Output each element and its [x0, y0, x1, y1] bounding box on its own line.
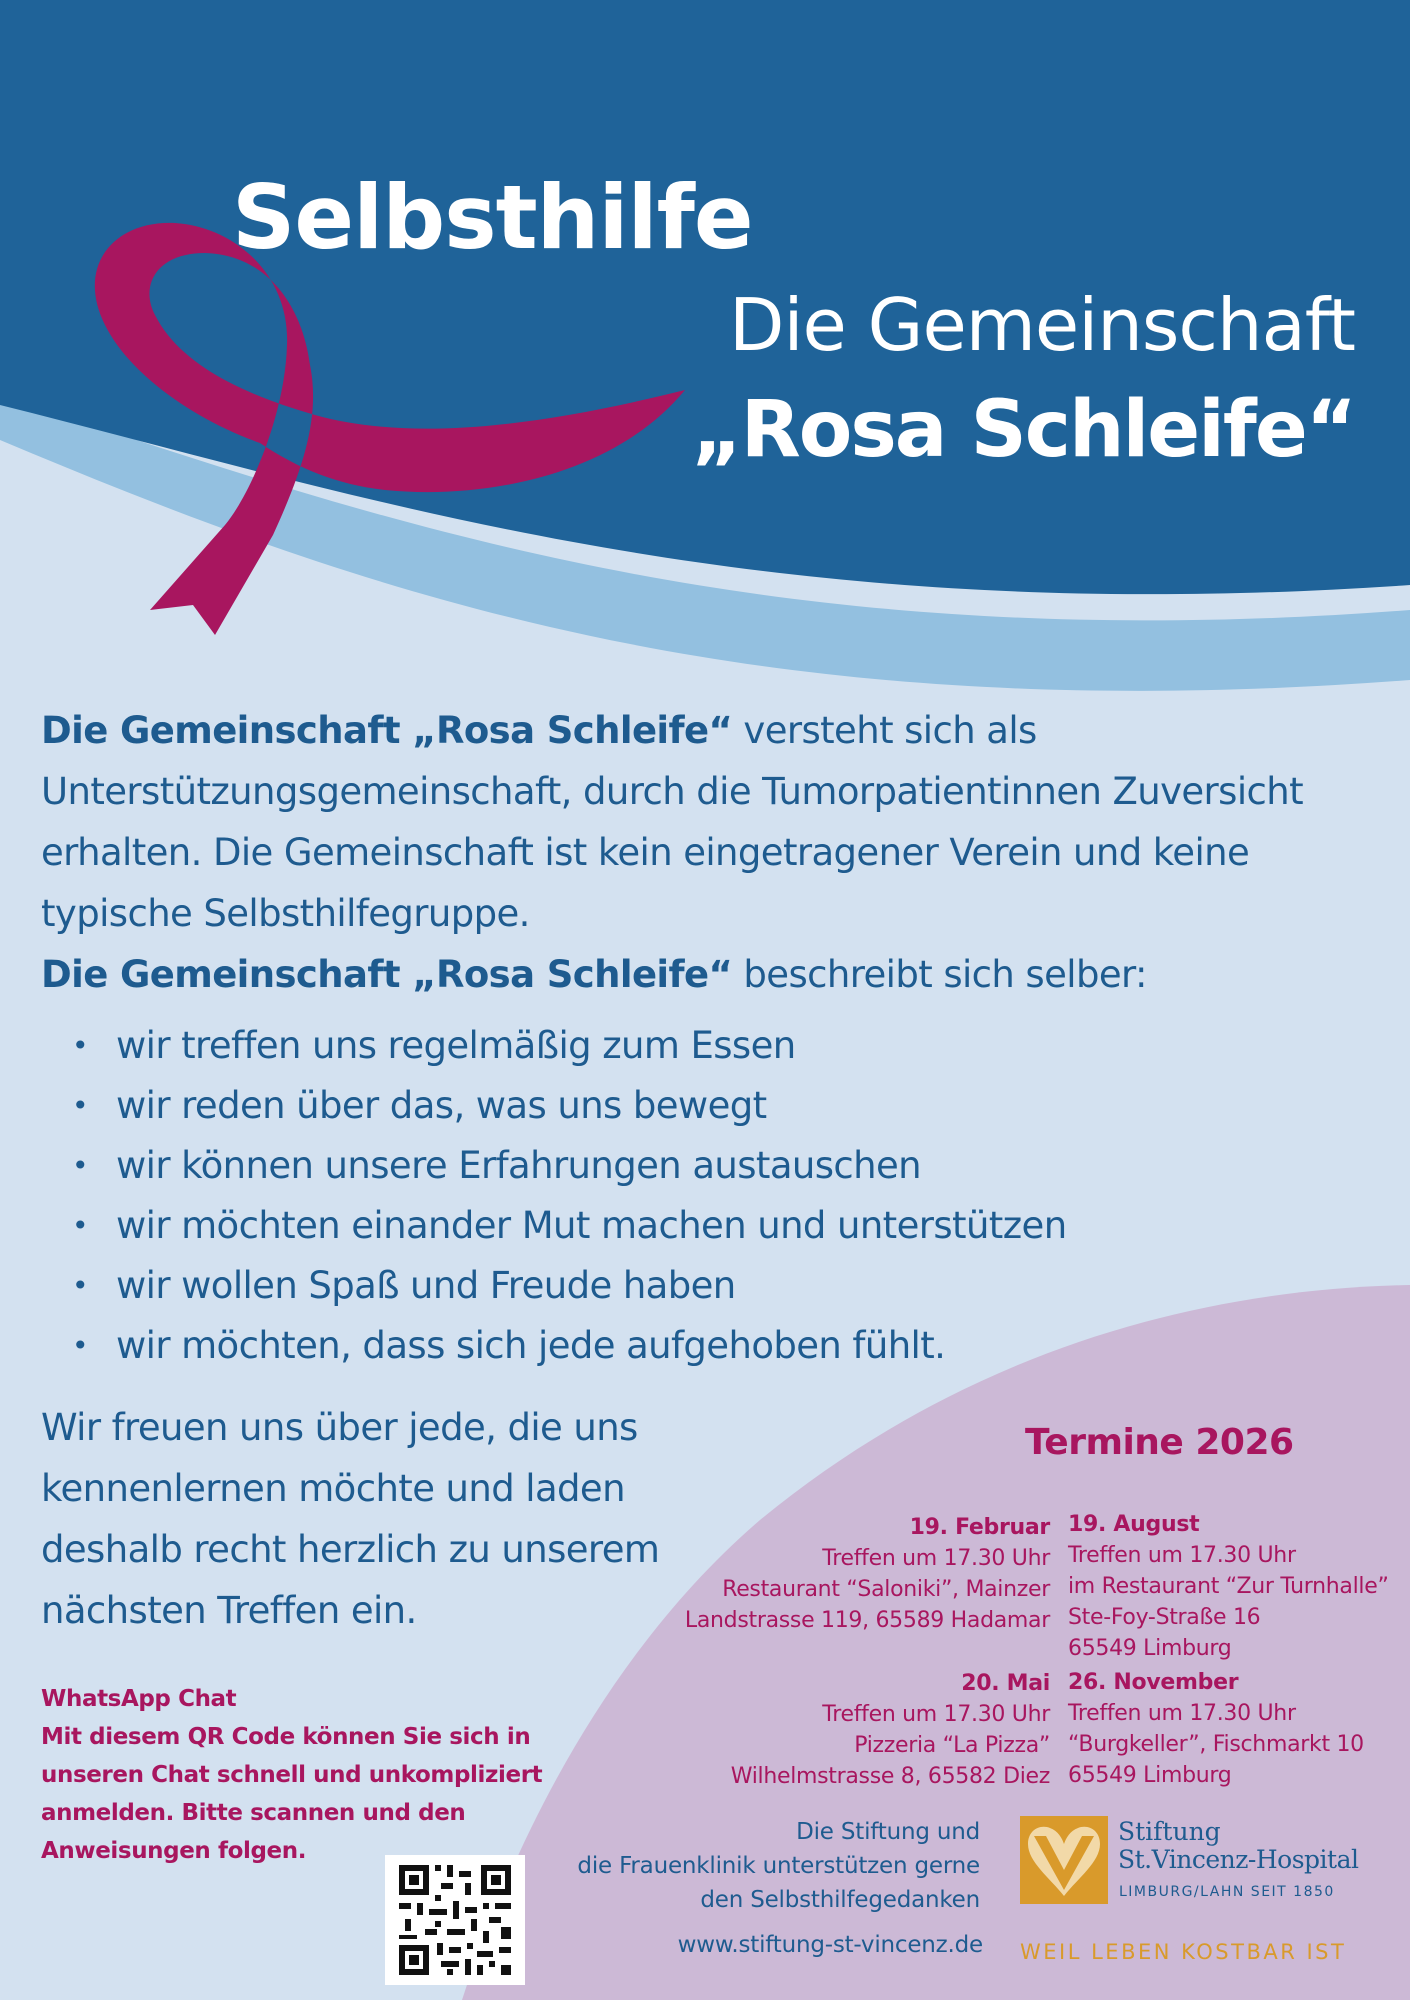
intro-text	[41, 700, 1371, 1005]
vincenz-heart-logo-icon	[1020, 1816, 1108, 1904]
whatsapp-line-4: Anweisungen folgen.	[41, 1838, 307, 1864]
event-line: Treffen um 17.30 Uhr	[1068, 1701, 1296, 1726]
logo-text-line-3: LIMBURG/LAHN SEIT 1850	[1119, 1884, 1335, 1900]
qr-code-graphic	[385, 1855, 525, 1985]
website-link[interactable]: www.stiftung-st-vincenz.de	[677, 1932, 983, 1958]
whatsapp-line-3: anmelden. Bitte scannen und den	[41, 1800, 466, 1826]
whatsapp-title: WhatsApp Chat	[41, 1686, 237, 1712]
event-line: Treffen um 17.30 Uhr	[822, 1702, 1050, 1727]
logo-text-line-2: St.Vincenz-Hospital	[1118, 1845, 1359, 1874]
event-line: Landstrasse 119, 65589 Hadamar	[684, 1608, 1050, 1633]
event-line: im Restaurant “Zur Turnhalle”	[1068, 1574, 1389, 1599]
support-line-2: die Frauenklinik unterstützen gerne	[577, 1853, 980, 1879]
intro-paragraph-1	[41, 700, 1371, 944]
qr-code-icon[interactable]	[385, 1855, 525, 1985]
list-item: • wir können unsere Erfahrungen austauschen	[72, 1136, 1067, 1196]
support-line-3: den Selbsthilfegedanken	[700, 1887, 980, 1913]
event-line: Ste-Foy-Straße 16	[1068, 1605, 1261, 1630]
subtitle-line-2: „Rosa Schleife“	[691, 385, 1355, 475]
event-line: Treffen um 17.30 Uhr	[1068, 1543, 1296, 1568]
event-date: 20. Mai	[961, 1671, 1050, 1696]
subtitle-line-1: Die Gemeinschaft	[729, 283, 1355, 367]
pink-ribbon-icon	[55, 215, 705, 635]
event-februar	[685, 1512, 1050, 1636]
support-text	[577, 1815, 980, 1917]
event-line: Restaurant “Saloniki”, Mainzer	[722, 1577, 1050, 1602]
intro-rest-2: beschreibt sich selber:	[732, 953, 1147, 996]
whatsapp-line-2: unseren Chat schnell und unkompliziert	[41, 1762, 543, 1788]
list-item: • wir möchten, dass sich jede aufgehoben fühlt.	[72, 1316, 1067, 1376]
intro-paragraph-2	[41, 944, 1371, 1005]
slogan: WEIL LEBEN KOSTBAR IST	[1020, 1940, 1347, 1964]
event-line: “Burgkeller”, Fischmarkt 10	[1068, 1732, 1364, 1757]
event-date: 19. August	[1068, 1512, 1200, 1537]
event-mai	[731, 1668, 1050, 1792]
event-august	[1068, 1509, 1389, 1664]
event-date: 26. November	[1068, 1670, 1239, 1695]
event-line: 65549 Limburg	[1068, 1636, 1232, 1661]
event-line: Pizzeria “La Pizza”	[854, 1733, 1050, 1758]
list-item: • wir treffen uns regelmäßig zum Essen	[72, 1016, 1067, 1076]
intro-bold-2: Die Gemeinschaft „Rosa Schleife“	[41, 953, 733, 996]
bullet-list	[72, 1016, 1067, 1376]
closing-text: Wir freuen uns über jede, die uns kennenlernen möchte und laden deshalb recht herzlich zu unserem nächsten Treffen ein.	[41, 1406, 660, 1632]
page-title: Selbsthilfe	[232, 166, 753, 269]
event-line: 65549 Limburg	[1068, 1763, 1232, 1788]
whatsapp-info	[41, 1680, 542, 1870]
whatsapp-line-1: Mit diesem QR Code können Sie sich in	[41, 1724, 531, 1750]
event-date: 19. Februar	[909, 1515, 1050, 1540]
termine-heading: Termine 2026	[1025, 1422, 1294, 1463]
list-item: • wir reden über das, was uns bewegt	[72, 1076, 1067, 1136]
support-line-1: Die Stiftung und	[796, 1819, 980, 1845]
event-line: Treffen um 17.30 Uhr	[822, 1546, 1050, 1571]
event-november	[1068, 1667, 1364, 1791]
intro-rest-1: versteht sich als Unterstützungsgemeinschaft, durch die Tumorpatientinnen Zuversicht erhalten. Die Gemeinschaft ist kein eingetragener Verein und keine typische Selbsthilfegruppe.	[41, 709, 1304, 935]
list-item: • wir wollen Spaß und Freude haben	[72, 1256, 1067, 1316]
event-line: Wilhelmstrasse 8, 65582 Diez	[730, 1764, 1050, 1789]
intro-bold-1: Die Gemeinschaft „Rosa Schleife“	[41, 709, 733, 752]
list-item: • wir möchten einander Mut machen und unterstützen	[72, 1196, 1067, 1256]
logo-text-line-1: Stiftung	[1118, 1817, 1221, 1846]
